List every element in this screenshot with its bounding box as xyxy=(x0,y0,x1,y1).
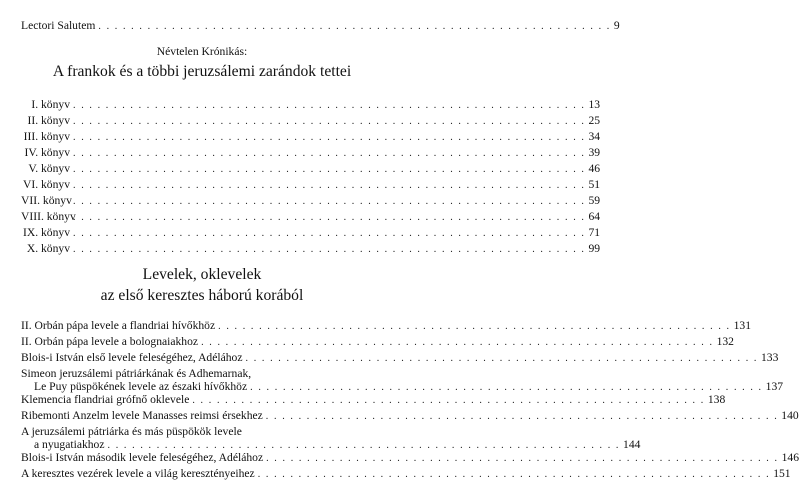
dot-leader: . . . . . . . . . . . . . . . . . . . . . . . . . . . . . . . . . . . . . . . . . . . . . . . . . . . . . . . . . . . . . . . xyxy=(73,148,586,159)
book-row xyxy=(21,194,601,208)
letter-page-number: 137 xyxy=(765,380,784,393)
book-row xyxy=(21,98,601,112)
letter-page-number: 133 xyxy=(761,351,779,364)
book-row xyxy=(21,114,601,128)
dot-leader: . . . . . . . . . . . . . . . . . . . . . . . . . . . . . . . . . . . . . . . . . . . . . . . . . . . . . . . . . . . . . . . xyxy=(201,337,714,348)
letter-row xyxy=(21,451,799,465)
letter-title: Blois-i István első levele feleségéhez, Adélához xyxy=(21,351,243,364)
letter-title: Blois-i István második levele feleségéhez, Adélához xyxy=(21,451,264,464)
book-page-number: 13 xyxy=(588,98,601,111)
letter-title-part1: Simeon jeruzsálemi pátriárkának és Adhemarnak, xyxy=(21,367,252,380)
toc-page-number: 9 xyxy=(613,19,620,32)
book-label: IX. könyv xyxy=(22,226,70,239)
dot-leader: . . . . . . . . . . . . . . . . . . . . . . . . . . . . . . . . . . . . . . . . . . . . . . . . . . . . . . . . . . . . . . . xyxy=(73,164,586,175)
book-label: IV. könyv xyxy=(24,146,70,159)
book-row xyxy=(21,146,601,160)
letter-row xyxy=(21,351,779,365)
letter-row xyxy=(34,380,784,394)
letter-entry-line1 xyxy=(21,367,251,380)
book-row xyxy=(21,226,601,240)
dot-leader: . . . . . . . . . . . . . . . . . . . . . . . . . . . . . . . . . . . . . . . . . . . . . . . . . . . . . . . . . . . . . . . xyxy=(266,453,779,464)
toc-entry-title: Lectori Salutem xyxy=(21,19,96,32)
letter-title: Le Puy püspökének levele az északi hívőkhöz xyxy=(34,380,248,393)
book-row xyxy=(21,162,601,176)
letter-page-number: 132 xyxy=(716,335,734,348)
book-label: V. könyv xyxy=(28,162,70,175)
letter-page-number: 146 xyxy=(781,451,799,464)
book-page-number: 34 xyxy=(588,130,601,143)
book-page-number: 51 xyxy=(588,178,601,191)
book-row xyxy=(21,130,601,144)
section1-title: A frankok és a többi jeruzsálemi zarándok tettei xyxy=(52,63,352,80)
section2-title-line2: az első keresztes háború korából xyxy=(100,287,304,304)
dot-leader: . . . . . . . . . . . . . . . . . . . . . . . . . . . . . . . . . . . . . . . . . . . . . . . . . . . . . . . . . . . . . . . xyxy=(192,395,705,406)
book-page-number: 39 xyxy=(588,146,601,159)
dot-leader: . . . . . . . . . . . . . . . . . . . . . . . . . . . . . . . . . . . . . . . . . . . . . . . . . . . . . . . . . . . . . . . xyxy=(73,180,586,191)
book-row xyxy=(21,242,601,256)
letter-row xyxy=(21,393,726,407)
letter-title: Klemencia flandriai grófnő oklevele xyxy=(21,393,190,406)
letter-row xyxy=(21,319,752,333)
letter-title: II. Orbán pápa levele a bolognaiakhoz xyxy=(21,335,199,348)
dot-leader: . . . . . . . . . . . . . . . . . . . . . . . . . . . . . . . . . . . . . . . . . . . . . . . . . . . . . . . . . . . . . . . xyxy=(73,228,586,239)
letter-entry-line1 xyxy=(21,425,242,438)
book-row xyxy=(21,178,601,192)
book-page-number: 46 xyxy=(588,162,601,175)
dot-leader: . . . . . . . . . . . . . . . . . . . . . . . . . . . . . . . . . . . . . . . . . . . . . . . . . . . . . . . . . . . . . . . xyxy=(73,132,586,143)
book-page-number: 59 xyxy=(588,194,601,207)
dot-leader: . . . . . . . . . . . . . . . . . . . . . . . . . . . . . . . . . . . . . . . . . . . . . . . . . . . . . . . . . . . . . . . xyxy=(250,382,763,393)
book-label: I. könyv xyxy=(31,98,70,111)
book-label: VII. könyv xyxy=(21,194,72,207)
dot-leader: . . . . . . . . . . . . . . . . . . . . . . . . . . . . . . . . . . . . . . . . . . . . . . . . . . . . . . . . . . . . . . . xyxy=(73,244,586,255)
section1-subtitle: Névtelen Krónikás: xyxy=(156,45,248,58)
dot-leader: . . . . . . . . . . . . . . . . . . . . . . . . . . . . . . . . . . . . . . . . . . . . . . . . . . . . . . . . . . . . . . . xyxy=(265,411,779,422)
dot-leader: . . . . . . . . . . . . . . . . . . . . . . . . . . . . . . . . . . . . . . . . . . . . . . . . . . . . . . . . . . . . . . . xyxy=(245,353,758,364)
dot-leader: . . . . . . . . . . . . . . . . . . . . . . . . . . . . . . . . . . . . . . . . . . . . . . . . . . . . . . . . . . . . . . . xyxy=(257,469,771,480)
dot-leader: . . . . . . . . . . . . . . . . . . . . . . . . . . . . . . . . . . . . . . . . . . . . . . . . . . . . . . . . . . . . . . . xyxy=(73,116,586,127)
letter-title: II. Orbán pápa levele a flandriai hívőkhöz xyxy=(21,319,216,332)
letter-row xyxy=(21,467,791,481)
book-page-number: 99 xyxy=(588,242,601,255)
book-label: II. könyv xyxy=(27,114,70,127)
letter-title: A keresztes vezérek levele a világ keresztényeihez xyxy=(21,467,255,480)
dot-leader: . . . . . . . . . . . . . . . . . . . . . . . . . . . . . . . . . . . . . . . . . . . . . . . . . . . . . . . . . . . . . . . xyxy=(107,440,621,451)
section2-title-line1: Levelek, oklevelek xyxy=(142,266,262,283)
book-page-number: 71 xyxy=(588,226,601,239)
dot-leader: . . . . . . . . . . . . . . . . . . . . . . . . . . . . . . . . . . . . . . . . . . . . . . . . . . . . . . . . . . . . . . . xyxy=(73,212,586,223)
dot-leader: . . . . . . . . . . . . . . . . . . . . . . . . . . . . . . . . . . . . . . . . . . . . . . . . . . . . . . . . . . . . . . . xyxy=(73,196,586,207)
letter-row xyxy=(21,335,734,349)
letter-title-part1: A jeruzsálemi pátriárka és más püspökök levele xyxy=(21,425,242,438)
book-page-number: 64 xyxy=(588,210,601,223)
letter-title: Ribemonti Anzelm levele Manasses reimsi érsekhez xyxy=(21,409,263,422)
letter-page-number: 151 xyxy=(773,467,791,480)
letter-page-number: 131 xyxy=(733,319,752,332)
letter-row xyxy=(34,438,641,452)
book-label: VIII. könyv xyxy=(21,210,76,223)
book-label: X. könyv xyxy=(26,242,70,255)
letter-page-number: 140 xyxy=(781,409,799,422)
toc-row-lectori-salutem xyxy=(21,19,620,33)
book-label: VI. könyv xyxy=(22,178,70,191)
dot-leader: . . . . . . . . . . . . . . . . . . . . . . . . . . . . . . . . . . . . . . . . . . . . . . . . . . . . . . . . . . . . . . . xyxy=(218,321,731,332)
letter-title: a nyugatiakhoz xyxy=(34,438,105,451)
dot-leader: . . . . . . . . . . . . . . . . . . . . . . . . . . . . . . . . . . . . . . . . . . . . . . . . . . . . . . . . . . . . . . . xyxy=(98,21,611,32)
book-page-number: 25 xyxy=(588,114,601,127)
letter-page-number: 138 xyxy=(707,393,726,406)
book-row xyxy=(21,210,601,224)
letter-row xyxy=(21,409,799,423)
book-label: III. könyv xyxy=(23,130,70,143)
dot-leader: . . . . . . . . . . . . . . . . . . . . . . . . . . . . . . . . . . . . . . . . . . . . . . . . . . . . . . . . . . . . . . . xyxy=(73,100,586,111)
letter-page-number: 144 xyxy=(623,438,641,451)
